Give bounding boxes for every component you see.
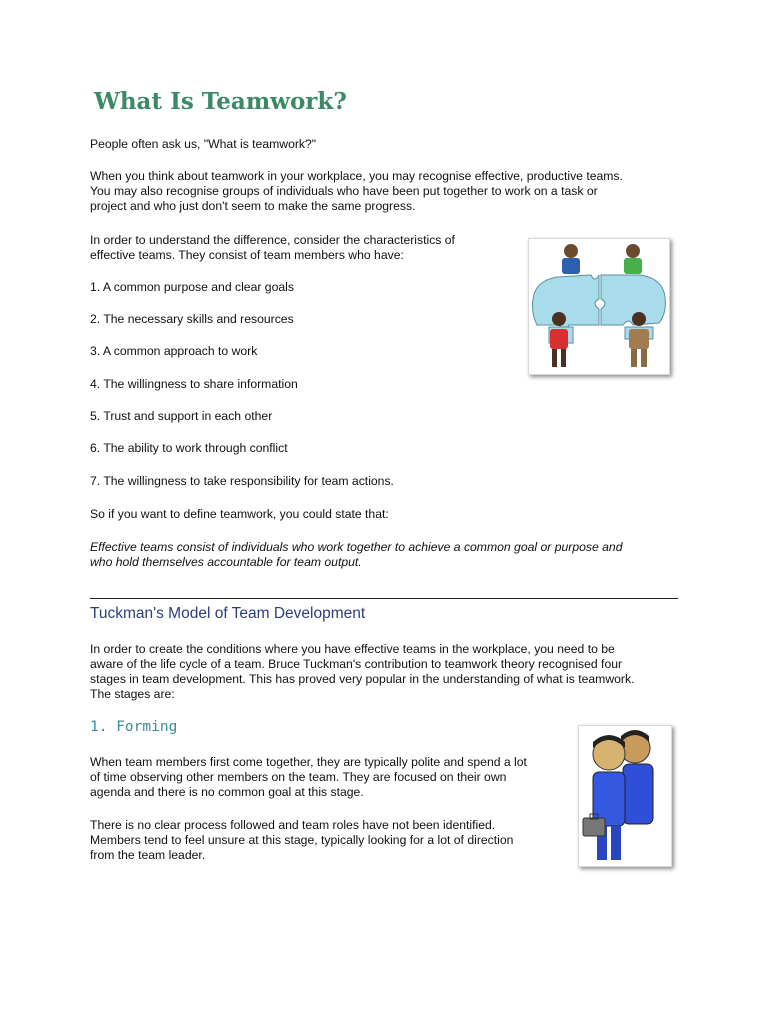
forming-paragraph-line: of time observing other members on the team. They are focused on their own xyxy=(90,770,507,784)
define-lead: So if you want to define teamwork, you could state that: xyxy=(90,507,389,521)
stage-heading-forming: 1. Forming xyxy=(90,719,178,735)
tuckman-intro-line: aware of the life cycle of a team. Bruce Tuckman's contribution to teamwork theory recognised four xyxy=(90,657,623,671)
forming-paragraph-line: When team members first come together, they are typically polite and spend a lot xyxy=(90,755,527,769)
intro-paragraph-line: You may also recognise groups of individuals who have been put together to work on a task or xyxy=(90,184,598,198)
forming-team-illustration xyxy=(578,725,672,867)
tuckman-intro-line: stages in team development. This has proved very popular in the understanding of what is teamwork. xyxy=(90,672,635,686)
tuckman-intro-line: The stages are: xyxy=(90,687,175,701)
section-divider xyxy=(90,598,678,599)
characteristic-item: 3. A common approach to work xyxy=(90,344,258,358)
characteristic-item: 5. Trust and support in each other xyxy=(90,409,273,423)
characteristics-intro-line: effective teams. They consist of team members who have: xyxy=(90,248,404,262)
characteristic-item: 4. The willingness to share information xyxy=(90,377,298,391)
definition-line: who hold themselves accountable for team output. xyxy=(90,555,362,569)
forming-paragraph-line: agenda and there is no common goal at this stage. xyxy=(90,785,364,799)
characteristic-item: 1. A common purpose and clear goals xyxy=(90,280,294,294)
page-title: What Is Teamwork? xyxy=(94,88,347,115)
definition-line: Effective teams consist of individuals who work together to achieve a common goal or purpose and xyxy=(90,540,623,554)
team-puzzle-illustration xyxy=(528,238,670,375)
characteristic-item: 7. The willingness to take responsibility for team actions. xyxy=(90,474,394,488)
characteristic-item: 6. The ability to work through conflict xyxy=(90,441,288,455)
forming-paragraph-line: Members tend to feel unsure at this stage, typically looking for a lot of direction xyxy=(90,833,514,847)
intro-paragraph-line: When you think about teamwork in your workplace, you may recognise effective, productive teams. xyxy=(90,169,623,183)
tuckman-intro-line: In order to create the conditions where you have effective teams in the workplace, you need to be xyxy=(90,642,615,656)
intro-question: People often ask us, "What is teamwork?" xyxy=(90,137,317,151)
forming-paragraph-line: from the team leader. xyxy=(90,848,206,862)
intro-paragraph-line: project and who just don't seem to make the same progress. xyxy=(90,199,416,213)
characteristic-item: 2. The necessary skills and resources xyxy=(90,312,294,326)
section-heading-tuckman: Tuckman's Model of Team Development xyxy=(90,605,366,622)
forming-paragraph-line: There is no clear process followed and team roles have not been identified. xyxy=(90,818,496,832)
characteristics-intro-line: In order to understand the difference, consider the characteristics of xyxy=(90,233,455,247)
